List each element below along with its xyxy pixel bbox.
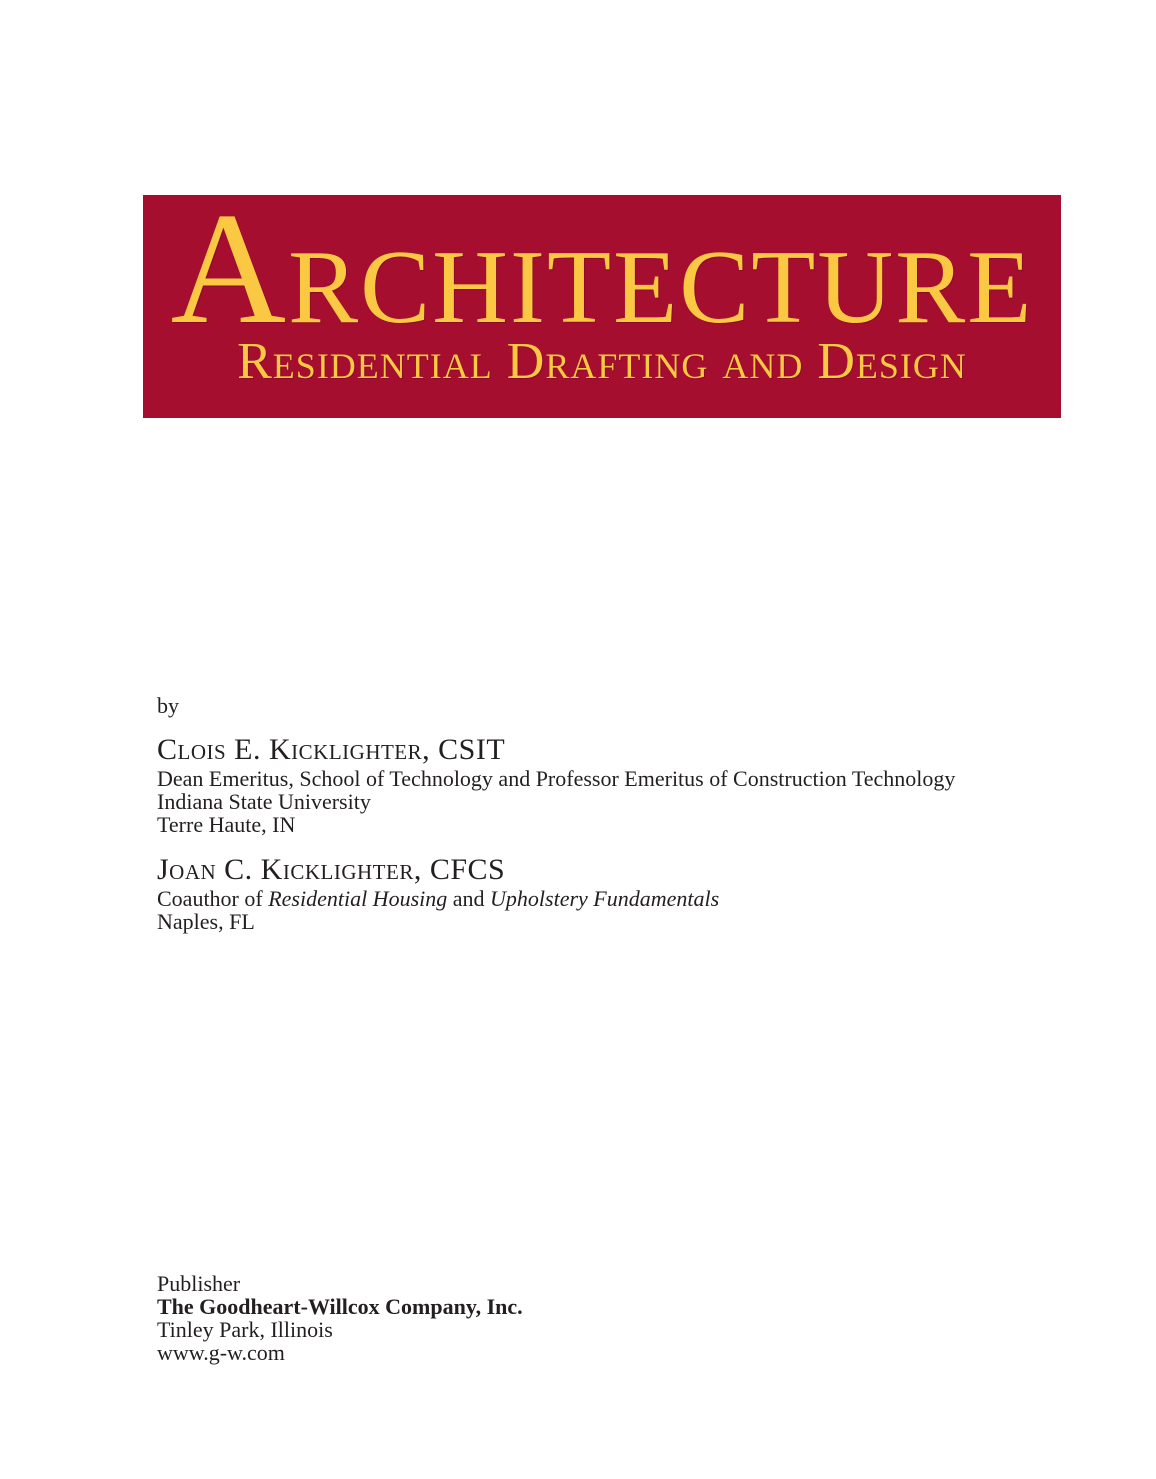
author1-affiliation: Dean Emeritus, School of Technology and Professor Emeritus of Construction Technology [157, 766, 956, 791]
author1-university: Indiana State University [157, 789, 371, 814]
publisher-location: Tinley Park, Illinois [157, 1317, 333, 1342]
coauthor-conjunction: and [447, 886, 491, 911]
coauthor-work-1: Residential Housing [268, 886, 448, 911]
byline: by [157, 693, 179, 718]
coauthor-prefix: Coauthor of [157, 886, 269, 911]
book-title: ARCHITECTURE [170, 179, 1034, 357]
author1-name: Clois E. Kicklighter, CSIT [157, 733, 506, 766]
publisher-block [157, 1272, 757, 1364]
author2-coauthor-line [157, 887, 1057, 910]
book-subtitle: Residential Drafting and Design [237, 333, 967, 390]
publisher-label: Publisher [157, 1271, 241, 1296]
title-banner [143, 179, 1061, 418]
publisher-website: www.g-w.com [157, 1340, 285, 1365]
author2-name: Joan C. Kicklighter, CFCS [157, 853, 506, 886]
coauthor-work-2: Upholstery Fundamentals [490, 886, 720, 911]
author1-location: Terre Haute, IN [157, 812, 296, 837]
author2-location: Naples, FL [157, 909, 255, 934]
authors-block [157, 694, 1057, 933]
publisher-name: The Goodheart-Willcox Company, Inc. [157, 1294, 523, 1319]
